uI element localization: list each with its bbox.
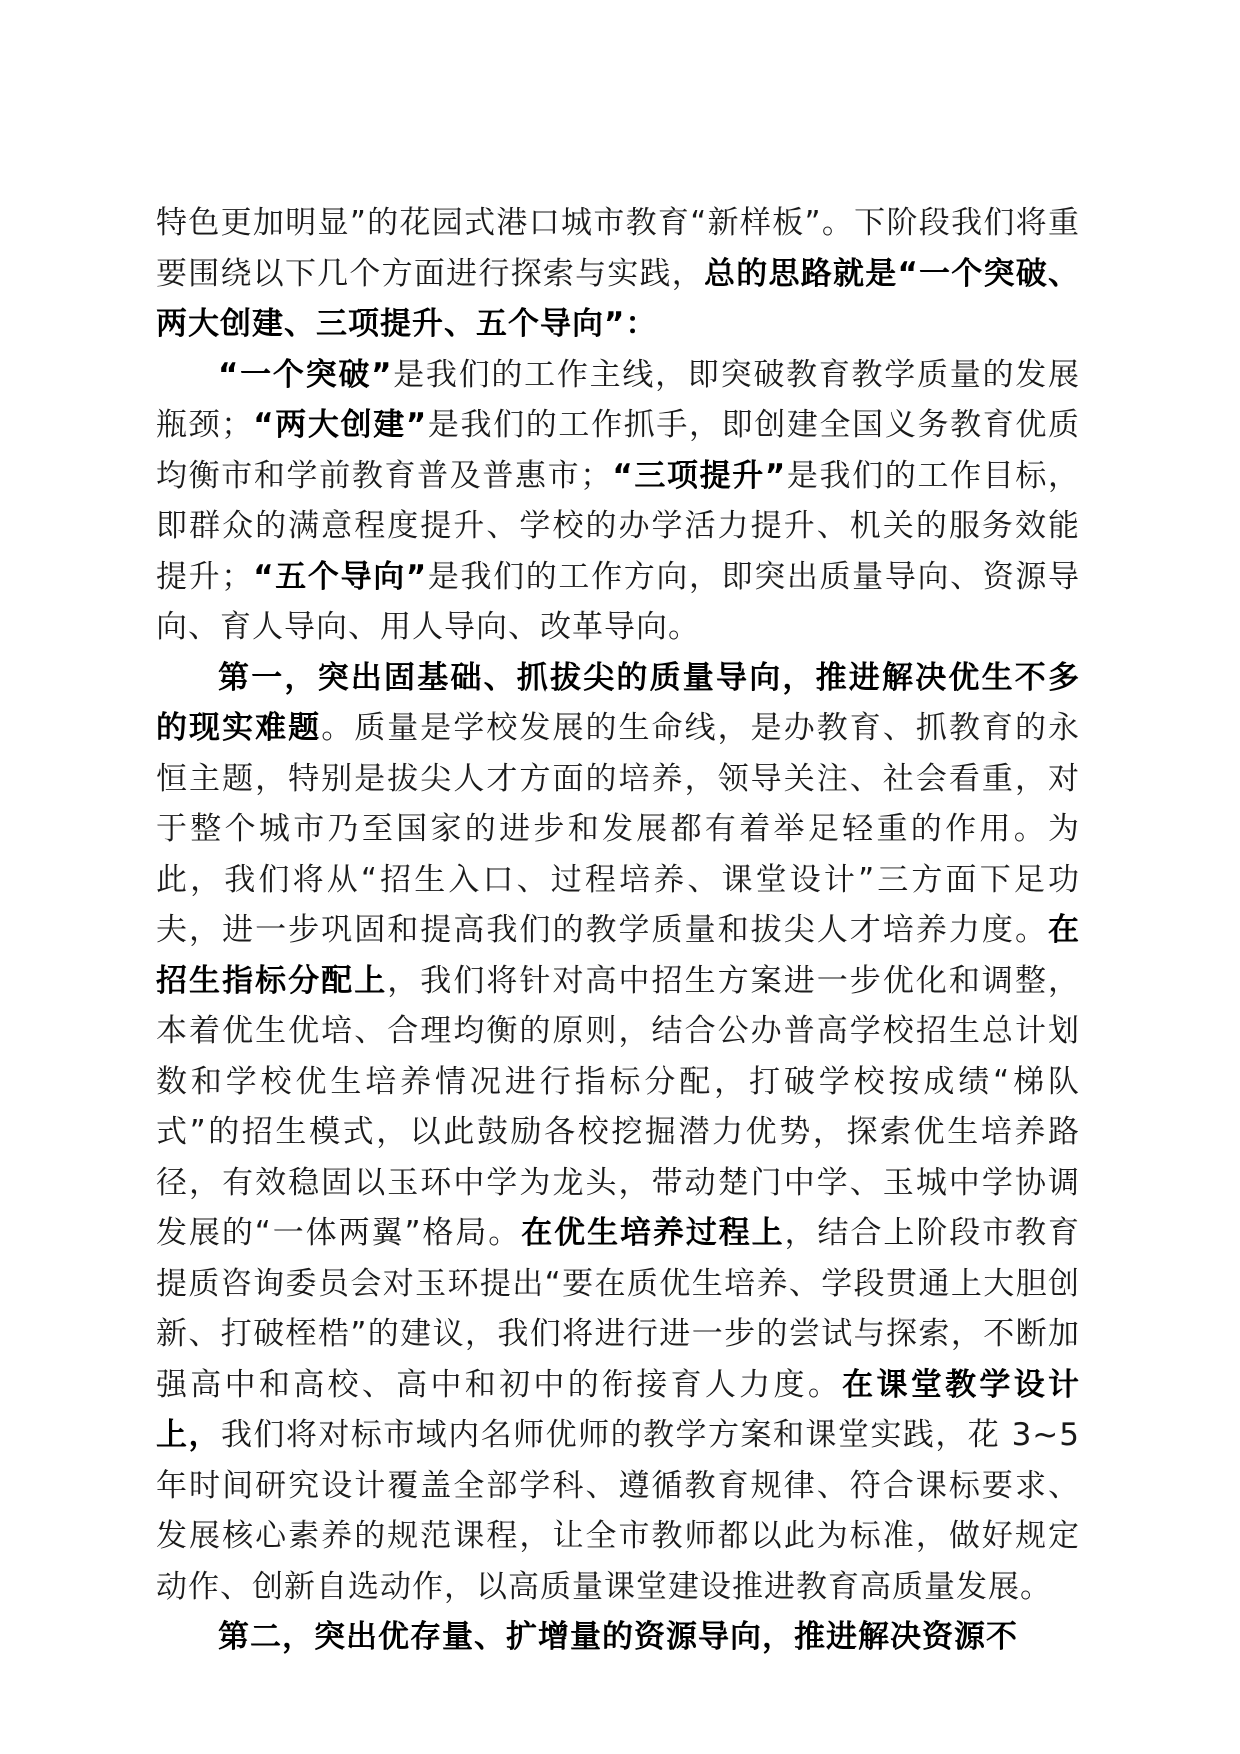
text-run: ，结合上阶段市教育提质咨询委员会对玉环提出“要在质优生培养、学段贯通上大胆创新、打破桎梏”的建议，我们将进行进一步的尝试与探索，不断加强高中和高校、高中和初中的衔接育人力度。 <box>156 1215 1081 1403</box>
paragraph-overview-intro <box>156 198 1080 350</box>
text-run-bold: “两大创建” <box>253 407 428 443</box>
text-run: 是我们的工作主线，即突破教育教学质量的发展瓶颈； <box>156 356 1080 443</box>
section-heading: 第二，突出优存量、扩增量的资源导向，推进解决资源不 <box>218 1619 1018 1655</box>
paragraph-overview-detail <box>156 350 1080 653</box>
section-heading: 第一，突出固基础、抓拔尖的质量导向，推进解决优生不多的现实难题 <box>156 659 1080 746</box>
text-run: 是我们的工作抓手，即创建全国义务教育优质均衡市和学前教育普及普惠市； <box>156 407 1081 494</box>
text-run: 是我们的工作目标，即群众的满意程度提升、学校的办学活力提升、机关的服务效能提升； <box>156 457 1081 595</box>
text-run: ，我们将针对高中招生方案进一步优化和调整，本着优生优培、合理均衡的原则，结合公办普高学校招生总计划数和学校优生培养情况进行指标分配，打破学校按成绩“梯队式”的招生模式，以此鼓励各校挖掘潜力优势，探索优生培养路径，有效稳固以玉环中学为龙头，带动楚门中学、玉城中学协调发展的“一体两翼”格局。 <box>156 962 1081 1251</box>
paragraph-section-one <box>156 653 1080 1613</box>
text-run-bold: 总的思路就是“一个突破、两大创建、三项提升、五个导向”： <box>156 255 1081 342</box>
paragraph-section-two <box>156 1612 1080 1663</box>
text-run-bold: 在招生指标分配上 <box>156 912 1080 999</box>
text-run: 是我们的工作方向，即突出质量导向、资源导向、育人导向、用人导向、改革导向。 <box>156 558 1081 645</box>
text-run-bold: “五个导向” <box>253 558 428 595</box>
text-run-bold: 在课堂教学设计上， <box>156 1366 1081 1453</box>
text-run-bold: 在优生培养过程上 <box>521 1215 785 1251</box>
text-run: 我们将对标市域内名师优师的教学方案和课堂实践，花 3~5 年时间研究设计覆盖全部学科、遵循教育规律、符合课标要求、发展核心素养的规范课程，让全市教师都以此为标准，做好规定动作、创新自选动作，以高质量课堂建设推进教育高质量发展。 <box>156 1417 1081 1605</box>
document-body <box>156 198 1080 1663</box>
text-run-bold: “一个突破” <box>218 356 393 393</box>
text-run: 。质量是学校发展的生命线，是办教育、抓教育的永恒主题，特别是拔尖人才方面的培养，领导关注、社会看重，对于整个城市乃至国家的进步和发展都有着举足轻重的作用。为此，我们将从“招生入口、过程培养、课堂设计”三方面下足功夫，进一步巩固和提高我们的教学质量和拔尖人才培养力度。 <box>156 710 1080 948</box>
text-run-bold: “三项提升” <box>612 457 787 494</box>
text-run: 特色更加明显”的花园式港口城市教育“新样板”。下阶段我们将重要围绕以下几个方面进行探索与实践， <box>156 205 1080 292</box>
